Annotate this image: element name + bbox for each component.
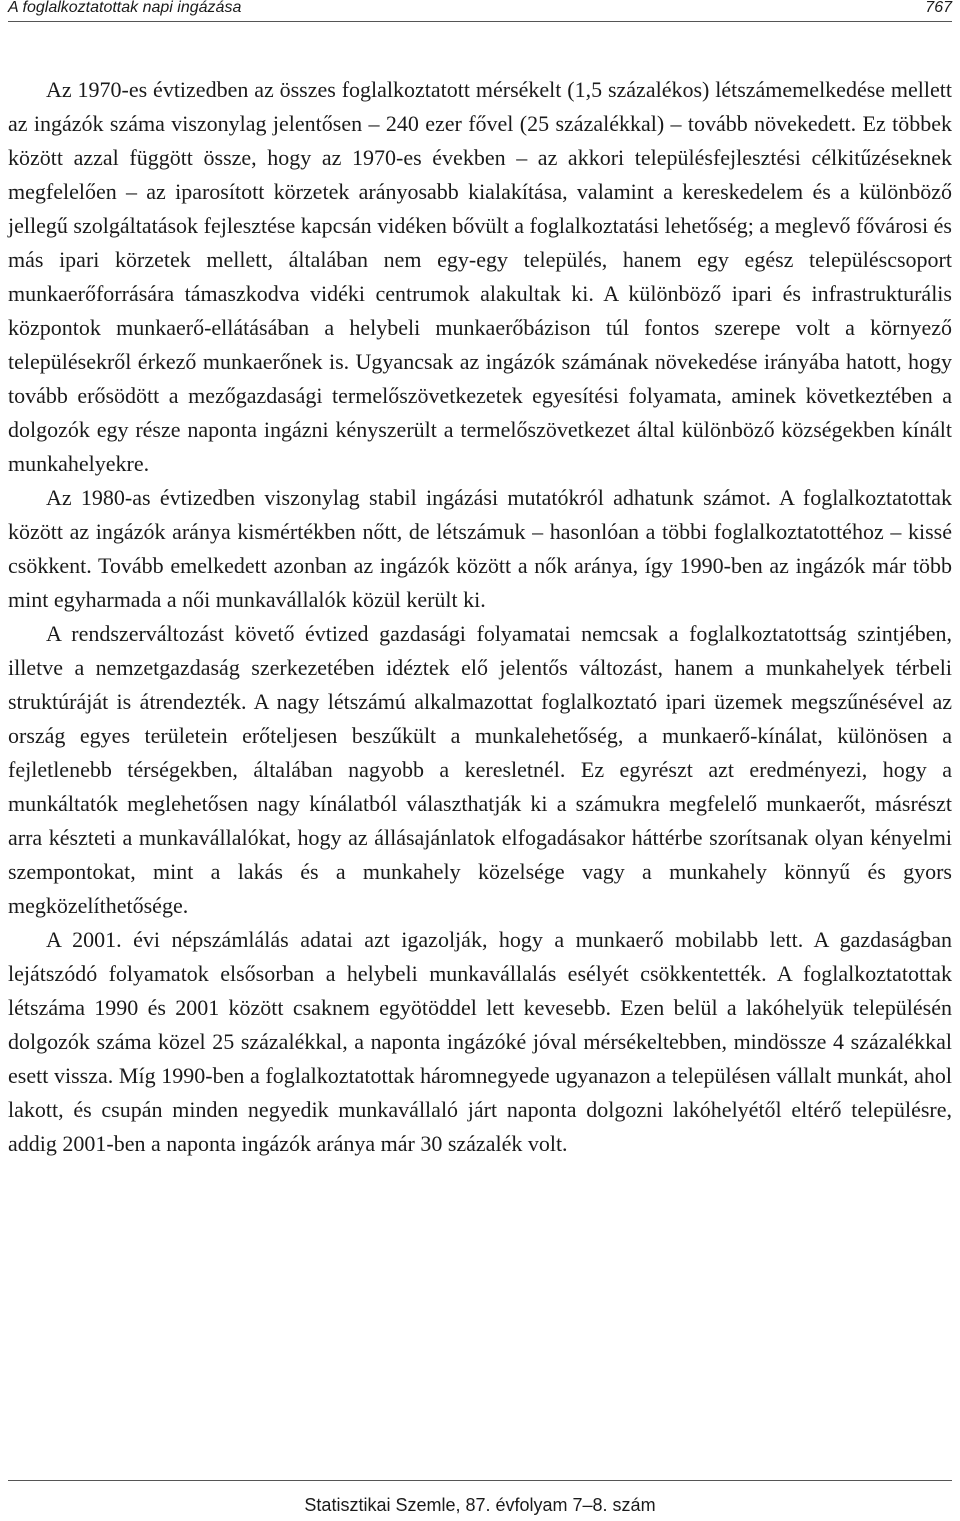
page-number: 767 (925, 0, 952, 16)
running-header (8, 0, 952, 20)
article-body (8, 73, 952, 1161)
running-title: A foglalkoztatottak napi ingázása (8, 0, 242, 16)
journal-citation: Statisztikai Szemle, 87. évfolyam 7–8. szám (304, 1495, 656, 1515)
paragraph-1980s: Az 1980-as évtizedben viszonylag stabil ingázási mutatókról adhatunk számot. A foglalkoztatottak között az ingázók aránya kismértékben nőtt, de létszámuk – hasonlóan a többi foglalkoztatottéhoz – kissé csökkent. Tovább emelkedett azonban az ingázók között a nők aránya, így 1990-ben az ingázók már több mint egyharmada a női munkavállalók közül került ki. (8, 485, 952, 612)
footer-rule (8, 1480, 952, 1481)
running-footer (8, 1480, 952, 1516)
paragraph-transition: A rendszerváltozást követő évtized gazdasági folyamatai nemcsak a foglalkoztatottság szintjében, illetve a nemzetgazdaság szerkezetében idéztek elő jelentős változást, hanem a munkahelyek térbeli struktúráját is átrendezték. A nagy létszámú alkalmazottat foglalkoztató ipari üzemek megszűnésével az ország egyes területein erőteljesen beszűkült a munkalehetőség, a munkaerő-kínálat, különösen a fejletlenebb térségekben, általában nagyobb a keresletnél. Ez egyrészt azt eredményezi, hogy a munkáltatók meglehetősen nagy kínálatból választhatják ki a számukra megfelelő munkaerőt, másrészt arra készteti a munkavállalókat, hogy az állásajánlatok elfogadásakor háttérbe szorítsanak olyan kényelmi szempontokat, mint a lakás és a munkahely közelsége vagy a munkahely könnyű és gyors megközelíthetősége. (8, 621, 952, 918)
paragraph-census-2001: A 2001. évi népszámlálás adatai azt igazolják, hogy a munkaerő mobilabb lett. A gazdaságban lejátszódó folyamatok elsősorban a helybeli munkavállalás esélyét csökkentették. A foglalkoztatottak létszáma 1990 és 2001 között csaknem egyötöddel lett kevesebb. Ezen belül a lakóhelyük településén dolgozók száma közel 25 százalékkal, a naponta ingázóké jóval mérsékeltebben, mindössze 4 százalékkal esett vissza. Míg 1990-ben a foglalkoztatottak háromnegyede ugyanazon a településen vállalt munkát, ahol lakott, és csupán minden negyedik munkavállaló járt naponta dolgozni lakóhelyétől eltérő településre, addig 2001-ben a naponta ingázók aránya már 30 százalék volt. (8, 927, 952, 1156)
paragraph-1970s: Az 1970-es évtizedben az összes foglalkoztatott mérsékelt (1,5 százalékos) létszámemelkedése mellett az ingázók száma viszonylag jelentősen – 240 ezer fővel (25 százalékkal) – tovább növekedett. Ez többek között azzal függött össze, hogy az 1970-es években – az akkori településfejlesztési célkitűzéseknek megfelelően – az iparosított körzetek arányosabb kialakítása, valamint a kereskedelem és a különböző jellegű szolgáltatások fejlesztése kapcsán vidéken bővült a foglalkoztatási lehetőség; a meglevő fővárosi és más ipari körzetek mellett, általában nem egy-egy település, hanem egy egész településcsoport munkaerőforrására támaszkodva vidéki centrumok alakultak ki. A különböző ipari és infrastrukturális központok munkaerő-ellátásában a helybeli munkaerőbázison túl fontos szerepe volt a környező településekről érkező munkaerőnek is. Ugyancsak az ingázók számának növekedése irányába hatott, hogy tovább erősödött a mezőgazdasági termelőszövetkezetek egyesítési folyamata, aminek következtében a dolgozók egy része naponta ingázni kényszerült a termelőszövetkezet által különböző községekben kínált munkahelyekre. (8, 77, 952, 476)
header-rule (8, 21, 952, 22)
